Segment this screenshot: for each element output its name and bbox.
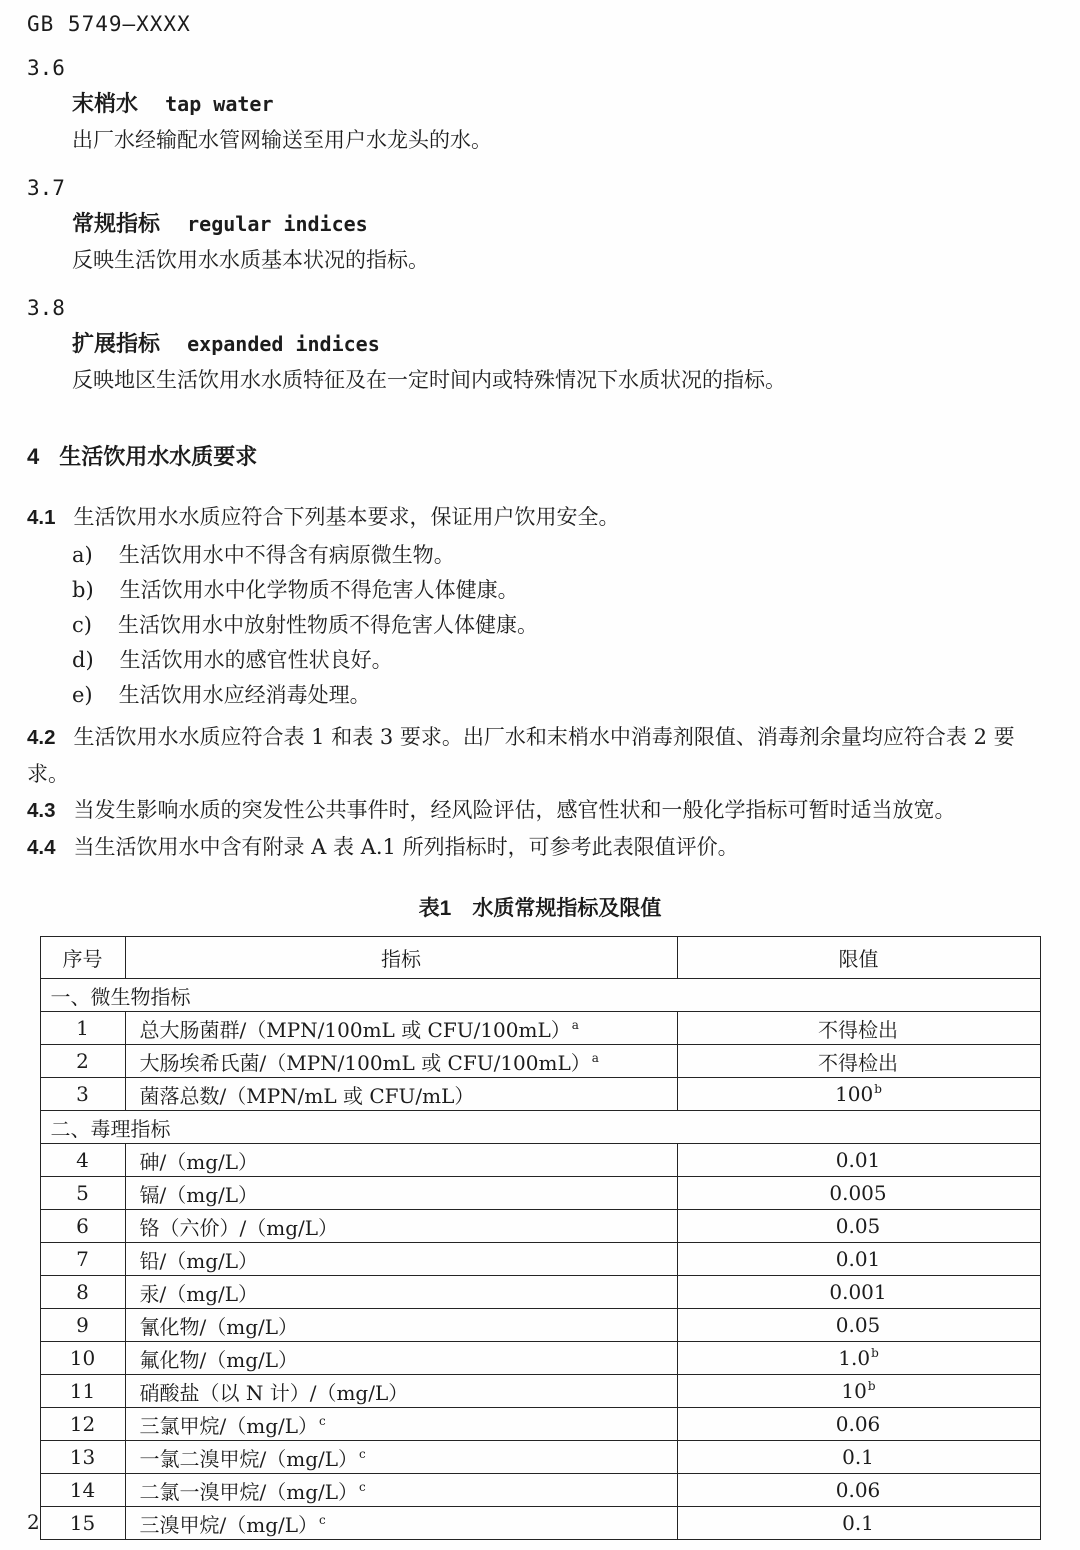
table-row: [40, 1507, 1040, 1540]
row-indicator: [125, 1045, 677, 1078]
row-indicator: [125, 1012, 677, 1045]
indicator-text: 氰化物/（mg/L）: [139, 1314, 299, 1339]
indicator-text: 镉/（mg/L）: [139, 1182, 259, 1207]
clause-text: 生活饮用水水质应符合表 1 和表 3 要求。出厂水和末梢水中消毒剂限值、消毒剂余量均应符合表 2 要求。: [27, 725, 1015, 786]
row-indicator: [125, 1507, 677, 1540]
row-limit: [677, 1210, 1040, 1243]
row-indicator: [125, 1210, 677, 1243]
row-limit: [677, 1276, 1040, 1309]
row-indicator: [125, 1342, 677, 1375]
indicator-text: 总大肠菌群/（MPN/100mL 或 CFU/100mL）: [139, 1017, 571, 1042]
clause-number: 4.1: [27, 506, 56, 529]
list-item-b: [72, 573, 1053, 608]
limit-text: 10: [841, 1379, 867, 1403]
clause-number: 4.3: [27, 799, 56, 822]
row-no: 12: [40, 1408, 125, 1441]
table-row: [40, 1375, 1040, 1408]
row-limit: [677, 1045, 1040, 1078]
indicator-text: 铅/（mg/L）: [139, 1248, 259, 1273]
table-row: [40, 1045, 1040, 1078]
row-no: 11: [40, 1375, 125, 1408]
footnote-mark: c: [319, 1413, 326, 1428]
term-zh: 常规指标: [72, 211, 161, 236]
limit-text: 0.1: [842, 1511, 874, 1535]
limit-text: 0.1: [842, 1445, 874, 1469]
row-limit: [677, 1474, 1040, 1507]
chapter-number: 4: [27, 444, 40, 469]
table-row: [40, 1177, 1040, 1210]
clause-number: 4.2: [27, 726, 56, 749]
indicator-text: 二氯一溴甲烷/（mg/L）: [139, 1479, 359, 1504]
footnote-mark: b: [867, 1379, 876, 1394]
item-text: 生活饮用水的感官性状良好。: [119, 648, 393, 672]
section-number-3-7: 3.7: [27, 176, 65, 200]
table-row: [40, 1078, 1040, 1111]
clause-text: 当发生影响水质的突发性公共事件时，经风险评估，感官性状和一般化学指标可暂时适当放宽。: [73, 798, 956, 822]
footnote-mark: c: [359, 1446, 366, 1461]
row-indicator: [125, 1243, 677, 1276]
term-line-3-8: [72, 327, 1080, 358]
indicator-text: 三溴甲烷/（mg/L）: [139, 1512, 319, 1537]
row-limit: [677, 1408, 1040, 1441]
indicator-text: 菌落总数/（MPN/mL 或 CFU/mL）: [139, 1083, 475, 1108]
footnote-mark: c: [359, 1479, 366, 1494]
row-indicator: [125, 1078, 677, 1111]
footnote-mark: a: [571, 1017, 579, 1032]
limit-text: 1.0: [838, 1346, 871, 1370]
limit-text: 0.005: [829, 1181, 887, 1205]
table-row: [40, 1342, 1040, 1375]
limit-text: 0.06: [835, 1412, 881, 1436]
term-zh: 末梢水: [72, 91, 139, 116]
row-no: 13: [40, 1441, 125, 1474]
clause-4-2: [27, 719, 1053, 792]
term-zh: 扩展指标: [72, 331, 161, 356]
table-row: [40, 1309, 1040, 1342]
term-definition: 反映地区生活饮用水水质特征及在一定时间内或特殊情况下水质状况的指标。: [72, 368, 786, 392]
row-no: 1: [40, 1012, 125, 1045]
clause-4-3: [27, 792, 1053, 829]
row-limit: [677, 1243, 1040, 1276]
item-text: 生活饮用水中放射性物质不得危害人体健康。: [117, 613, 538, 637]
term-line-3-7: [72, 207, 1080, 238]
limit-text: 0.01: [835, 1247, 881, 1271]
section-number-3-6: 3.6: [27, 56, 65, 80]
limit-text: 0.01: [835, 1148, 881, 1172]
row-limit: [677, 1177, 1040, 1210]
indicator-text: 一氯二溴甲烷/（mg/L）: [139, 1446, 359, 1471]
row-limit: [677, 1507, 1040, 1540]
footnote-mark: c: [319, 1512, 326, 1527]
row-no: 6: [40, 1210, 125, 1243]
item-label: b): [72, 578, 94, 602]
item-text: 生活饮用水应经消毒处理。: [118, 683, 371, 707]
row-limit: [677, 1441, 1040, 1474]
row-no: 15: [40, 1507, 125, 1540]
page-number: 2: [27, 1510, 40, 1534]
list-item-a: [72, 538, 1053, 573]
chapter-heading: [27, 440, 1080, 471]
indicator-text: 大肠埃希氏菌/（MPN/100mL 或 CFU/100mL）: [139, 1050, 591, 1075]
table-row: [40, 1441, 1040, 1474]
indicator-text: 铬（六价）/（mg/L）: [139, 1215, 339, 1240]
indicator-text: 硝酸盐（以 N 计）/（mg/L）: [139, 1380, 409, 1405]
clause-4-1-items: [72, 538, 1053, 713]
item-label: e): [72, 683, 93, 707]
term-definition: 出厂水经输配水管网输送至用户水龙头的水。: [72, 128, 492, 152]
row-no: 8: [40, 1276, 125, 1309]
table-section-row: [40, 979, 1040, 1012]
row-no: 14: [40, 1474, 125, 1507]
table-header-row: [40, 937, 1040, 979]
limit-text: 不得检出: [818, 1050, 898, 1075]
clause-4-4: [27, 829, 1053, 866]
clause-4-1: [27, 499, 1053, 536]
term-line-3-6: [72, 87, 1080, 118]
row-indicator: [125, 1408, 677, 1441]
row-no: 5: [40, 1177, 125, 1210]
row-limit: [677, 1375, 1040, 1408]
list-item-d: [72, 643, 1053, 678]
indicator-text: 砷/（mg/L）: [139, 1149, 259, 1174]
clause-text: 当生活饮用水中含有附录 A 表 A.1 所列指标时，可参考此表限值评价。: [73, 835, 739, 859]
water-quality-limits-table: [40, 936, 1041, 1540]
row-no: 7: [40, 1243, 125, 1276]
row-indicator: [125, 1276, 677, 1309]
item-text: 生活饮用水中不得含有病原微生物。: [118, 543, 455, 567]
indicator-text: 氟化物/（mg/L）: [139, 1347, 299, 1372]
limit-text: 0.05: [835, 1313, 881, 1337]
table-row: [40, 1243, 1040, 1276]
term-definition: 反映生活饮用水水质基本状况的指标。: [72, 248, 429, 272]
row-indicator: [125, 1474, 677, 1507]
row-limit: [677, 1012, 1040, 1045]
table-row: [40, 1474, 1040, 1507]
row-indicator: [125, 1309, 677, 1342]
row-no: 10: [40, 1342, 125, 1375]
row-indicator: [125, 1177, 677, 1210]
section-label: 一、微生物指标: [40, 979, 1040, 1012]
row-no: 4: [40, 1144, 125, 1177]
clause-number: 4.4: [27, 836, 56, 859]
item-text: 生活饮用水中化学物质不得危害人体健康。: [119, 578, 519, 602]
row-limit: [677, 1342, 1040, 1375]
row-no: 2: [40, 1045, 125, 1078]
table-caption: 表1 水质常规指标及限值: [418, 897, 662, 920]
row-limit: [677, 1144, 1040, 1177]
standard-number: GB 5749—XXXX: [27, 12, 191, 36]
row-indicator: [125, 1441, 677, 1474]
row-limit: [677, 1078, 1040, 1111]
row-no: 3: [40, 1078, 125, 1111]
row-indicator: [125, 1375, 677, 1408]
row-no: 9: [40, 1309, 125, 1342]
item-label: a): [72, 543, 93, 567]
row-limit: [677, 1309, 1040, 1342]
section-number-3-8: 3.8: [27, 296, 65, 320]
indicator-text: 汞/（mg/L）: [139, 1281, 259, 1306]
table-section-row: [40, 1111, 1040, 1144]
clause-text: 生活饮用水水质应符合下列基本要求，保证用户饮用安全。: [73, 505, 620, 529]
limit-text: 100: [835, 1082, 874, 1106]
table-row: [40, 1210, 1040, 1243]
limit-text: 不得检出: [818, 1017, 898, 1042]
limit-text: 0.001: [829, 1280, 887, 1304]
table-row: [40, 1408, 1040, 1441]
term-en: regular indices: [187, 212, 368, 236]
item-label: d): [72, 648, 94, 672]
term-en: tap water: [165, 92, 274, 116]
limit-text: 0.05: [835, 1214, 881, 1238]
footnote-mark: b: [871, 1346, 879, 1361]
table-row: [40, 1144, 1040, 1177]
list-item-c: [72, 608, 1053, 643]
column-header-limit: 限值: [677, 937, 1040, 979]
term-en: expanded indices: [187, 332, 380, 356]
chapter-title: 生活饮用水水质要求: [59, 444, 258, 469]
column-header-no: 序号: [40, 937, 125, 979]
footnote-mark: b: [874, 1082, 882, 1097]
limit-text: 0.06: [835, 1478, 881, 1502]
list-item-e: [72, 678, 1053, 713]
table-row: [40, 1276, 1040, 1309]
column-header-indicator: 指标: [125, 937, 677, 979]
table-row: [40, 1012, 1040, 1045]
indicator-text: 三氯甲烷/（mg/L）: [139, 1413, 319, 1438]
row-indicator: [125, 1144, 677, 1177]
item-label: c): [72, 613, 92, 637]
section-label: 二、毒理指标: [40, 1111, 1040, 1144]
footnote-mark: a: [591, 1050, 599, 1065]
